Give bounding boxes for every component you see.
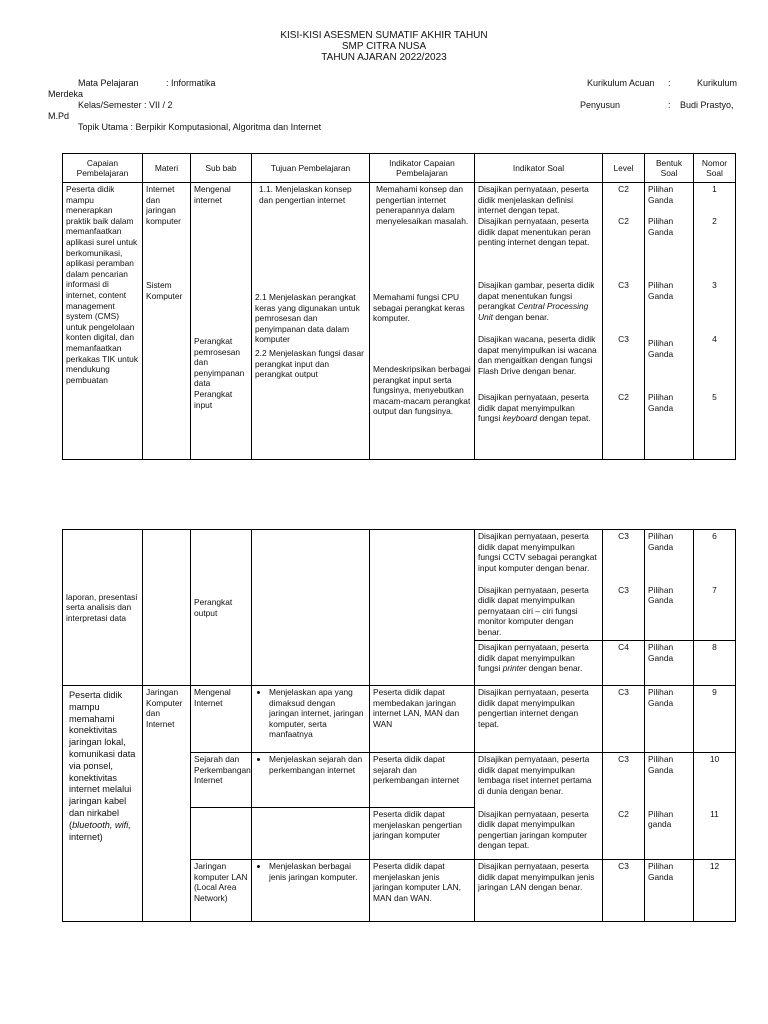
nomor-12: 12 [694, 860, 736, 922]
nomor-3: 3 [712, 280, 717, 290]
level-cell [603, 183, 645, 460]
subbab-perangkat: Perangkat pemrosesan dan penyimpanan data Perangkat input [194, 336, 245, 410]
indikator-soal-1: Disajikan pernyataan, peserta didik menjelaskan definisi internet dengan tepat. [478, 184, 589, 216]
tujuan-9: • Menjelaskan apa yang dimaksud dengan jaringan internet, jaringan komputer, serta manfaatnya [269, 687, 366, 740]
level-1: C2 [618, 184, 629, 194]
level-7: C3 [603, 584, 645, 641]
capaian-2-cell: Peserta didik mampu memahami konektivitas jaringan lokal, komunikasi data via ponsel, konektivitas internet melalui jaringan kabel dan nirkabel (bluetooth, wifi, internet) [63, 686, 143, 922]
capaian-cont-cell [63, 530, 143, 686]
subbab-mengenal-internet: Mengenal internet [194, 184, 231, 205]
indikator-soal-12: Disajikan pernyataan, peserta didik dapat menyimpulkan jenis jaringan LAN dengan benar. [475, 860, 603, 922]
kurikulum-value-cont: Merdeka [48, 89, 84, 99]
table-row [63, 183, 736, 460]
materi-jaringan: Jaringan Komputer dan Internet [146, 687, 183, 729]
tujuan-2: 2.1 Menjelaskan perangkat keras yang digunakan untuk pemrosesan dan penyimpanan data dalam komputer [255, 292, 360, 345]
capaian-cont-text: laporan, presentasi serta analisis dan interpretasi data [66, 591, 138, 623]
bentuk-1: Pilihan Ganda [648, 184, 674, 205]
level-5: C2 [618, 392, 629, 402]
indikator-soal-6: Disajikan pernyataan, peserta didik dapat menyimpulkan fungsi CCTV sebagai perangkat input komputer dengan benar. [475, 530, 603, 584]
header-level: Level [603, 154, 645, 183]
kurikulum-label: Kurikulum Acuan [587, 78, 655, 88]
nomor-1: 1 [712, 184, 717, 194]
indikator-cp-2: Memahami fungsi CPU sebagai perangkat keras komputer. [373, 292, 465, 324]
tujuan-empty-cell [252, 530, 370, 686]
subbab-12: Jaringan komputer LAN (Local Area Network) [191, 860, 252, 922]
indikator-cp-12: Peserta didik dapat menjelaskan jenis jaringan komputer LAN, MAN dan WAN. [370, 860, 475, 922]
penyusun-value: Budi Prastyo, [680, 100, 734, 110]
bentuk-9: Pilihan Ganda [645, 686, 694, 753]
nomor-11: 11 [694, 808, 736, 860]
nomor-6: 6 [694, 530, 736, 584]
subbab-cell [191, 183, 252, 460]
indikator-cp-11: Peserta didik dapat menjelaskan pengertian jaringan komputer [370, 808, 475, 860]
document-title: KISI-KISI ASESMEN SUMATIF AKHIR TAHUN [280, 30, 488, 41]
tujuan-1: 1.1. Menjelaskan konsep dan pengertian internet [259, 184, 352, 205]
materi-sistem: Sistem Komputer [146, 280, 183, 301]
indikator-soal-cell [475, 183, 603, 460]
bentuk-2: Pilihan Ganda [648, 216, 674, 237]
header-bentuk-soal: Bentuk Soal [645, 154, 694, 183]
kisi-kisi-table-1 [62, 153, 736, 460]
level-4: C3 [618, 334, 629, 344]
tujuan-11 [252, 808, 370, 860]
nomor-7: 7 [694, 584, 736, 641]
header-tujuan: Tujuan Pembelajaran [252, 154, 370, 183]
mapel-label: Mata Pelajaran [78, 78, 139, 88]
tujuan-3: 2.2 Menjelaskan fungsi dasar perangkat input dan perangkat output [255, 348, 364, 380]
level-2: C2 [618, 216, 629, 226]
tujuan-10-cell [252, 753, 370, 808]
indikator-soal-10: DIsajikan pernyataan, peserta didik dapat menyimpulkan lembaga riset internet pertama di dunia dengan benar. [475, 753, 603, 808]
materi-cell [143, 183, 191, 460]
level-9: C3 [603, 686, 645, 753]
bentuk-12: Pilihan Ganda [645, 860, 694, 922]
kurikulum-value: Kurikulum [697, 78, 738, 88]
table-header-row [63, 154, 736, 183]
indikator-soal-9: Disajikan pernyataan, peserta didik dapat menyimpulkan pengertian internet dengan tepat. [475, 686, 603, 753]
penyusun-colon: : [668, 100, 671, 110]
indikator-soal-2: Disajikan pernyataan, peserta didik dapat menentukan peran penting internet dengan tepat. [478, 216, 591, 248]
header-nomor-soal: Nomor Soal [694, 154, 736, 183]
subbab-11 [191, 808, 252, 860]
nomor-2: 2 [712, 216, 717, 226]
level-3: C3 [618, 280, 629, 290]
capaian-text: Peserta didik mampu menerapkan praktik baik dalam memanfaatkan aplikasi surel untuk berkomunikasi, aplikasi peramban dalam pencarian informasi di internet, content management system (CMS) untuk pengelolaan konten digital, dan memanfaatkan perkakas TIK untuk mendukung pembuatan [66, 184, 139, 385]
tujuan-12: • Menjelaskan berbagai jenis jaringan komputer. [269, 861, 366, 882]
tujuan-12-cell [252, 860, 370, 922]
indikator-soal-8: Disajikan pernyataan, peserta didik dapat menyimpulkan fungsi printer dengan benar. [475, 641, 603, 686]
bentuk-cell [645, 183, 694, 460]
indikator-cp-1: Memahami konsep dan pengertian internet penerapannya dalam menyelesaikan masalah. [376, 184, 469, 226]
penyusun-label: Penyusun [580, 100, 621, 110]
bentuk-8: Pilihan Ganda [645, 641, 694, 686]
school-name: SMP CITRA NUSA [341, 41, 427, 52]
level-10: C3 [603, 753, 645, 808]
table-row [63, 530, 736, 584]
penyusun-value-cont: M.Pd [48, 111, 70, 121]
level-6: C3 [603, 530, 645, 584]
nomor-5: 5 [712, 392, 717, 402]
materi-jaringan-cell [143, 686, 191, 922]
bentuk-4: Pilihan Ganda [648, 338, 674, 359]
subbab-output-cell [191, 530, 252, 686]
header-materi: Materi [143, 154, 191, 183]
bentuk-3: Pilihan Ganda [648, 280, 674, 301]
kisi-kisi-table-2 [62, 529, 736, 922]
indikator-soal-11: Disajikan pernyataan, peserta didik dapat menyimpulkan pengertian jaringan komputer dengan tepat. [475, 808, 603, 860]
mapel-value: : Informatika [166, 78, 216, 88]
indikator-soal-5: Disajikan pernyataan, peserta didik dapat menyimpulkan fungsi keyboard dengan tepat. [478, 392, 591, 424]
header-indikator-cp: Indikator Capaian Pembelajaran [370, 154, 475, 183]
nomor-9: 9 [694, 686, 736, 753]
tujuan-9-cell [252, 686, 370, 753]
subbab-10: Sejarah dan Perkembangan Internet [191, 753, 252, 808]
indikator-soal-3: Disajikan gambar, peserta didik dapat menentukan fungsi perangkat Central Processing Unit dengan benar. [478, 280, 595, 322]
subbab-output: Perangkat output [194, 596, 233, 618]
subbab-9: Mengenal Internet [191, 686, 252, 753]
bentuk-10: Pilihan Ganda [645, 753, 694, 808]
materi-empty-cell [143, 530, 191, 686]
topik-utama: Topik Utama : Berpikir Komputasional, Algoritma dan Internet [78, 122, 322, 132]
indikator-cp-3: Mendeskripsikan berbagai perangkat input serta fungsinya, menyebutkan macam-macam perangkat output dan fungsinya. [373, 364, 471, 417]
level-11: C2 [603, 808, 645, 860]
nomor-4: 4 [712, 334, 717, 344]
nomor-8: 8 [694, 641, 736, 686]
nomor-cell [694, 183, 736, 460]
indikator-cp-cell [370, 183, 475, 460]
bentuk-7: Pilihan Ganda [645, 584, 694, 641]
academic-year: TAHUN AJARAN 2022/2023 [321, 52, 447, 63]
header-indikator-soal: Indikator Soal [475, 154, 603, 183]
indikator-cp-empty-cell [370, 530, 475, 686]
indikator-cp-9: Peserta didik dapat membedakan jaringan internet LAN, MAN dan WAN [370, 686, 475, 753]
header-capaian: Capaian Pembelajaran [63, 154, 143, 183]
bentuk-11: Pilihan ganda [645, 808, 694, 860]
table-row [63, 686, 736, 753]
header-subbab: Sub bab [191, 154, 252, 183]
level-8: C4 [603, 641, 645, 686]
indikator-cp-10: Peserta didik dapat sejarah dan perkembangan internet [370, 753, 475, 808]
kelas-semester: Kelas/Semester : VII / 2 [78, 100, 173, 110]
level-12: C3 [603, 860, 645, 922]
bentuk-5: Pilihan Ganda [648, 392, 674, 413]
bentuk-6: Pilihan Ganda [645, 530, 694, 584]
tujuan-cell [252, 183, 370, 460]
indikator-soal-4: Disajikan wacana, peserta didik dapat menyimpulkan isi wacana dan mengaitkan dengan fungsi Flash Drive dengan benar. [478, 334, 597, 376]
tujuan-10: • Menjelaskan sejarah dan perkembangan internet [269, 754, 366, 775]
nomor-10: 10 [694, 753, 736, 808]
materi-internet: Internet dan jaringan komputer [146, 184, 181, 226]
indikator-soal-7: Disajikan pernyataan, peserta didik dapat menyimpulkan pernyataan ciri – ciri fungsi monitor komputer dengan benar. [475, 584, 603, 641]
capaian-cell [63, 183, 143, 460]
kurikulum-colon: : [668, 78, 671, 88]
